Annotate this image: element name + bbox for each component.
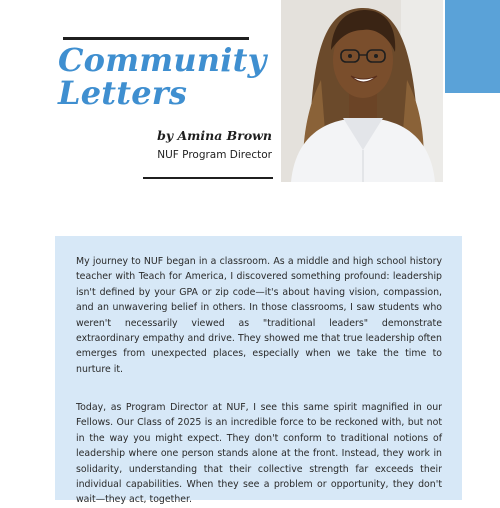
author-role: NUF Program Director	[157, 149, 272, 161]
author-portrait-photo	[281, 0, 443, 182]
byline-bottom-rule	[143, 177, 273, 179]
title-line-letters: Letters	[58, 74, 188, 112]
page-title	[58, 41, 267, 112]
title-top-rule	[63, 37, 249, 40]
accent-color-block	[445, 0, 500, 93]
letter-body-box	[55, 236, 462, 506]
title-line-community: Community	[58, 41, 267, 79]
letter-paragraph-2: Today, as Program Director at NUF, I see this same spirit magnified in our Fellows. Our Class of 2025 is an incredible force to be reckoned with, but not in the way you might expect. They don't conform to traditional notions of leadership where one person stands alone at the front. Instead, they work in solidarity, understanding that their collective strength far exceeds their individual capabilities. When they see a problem or opportunity, they don't wait—they act, together.	[76, 402, 442, 506]
letter-paragraph-1: My journey to NUF began in a classroom. As a middle and high school history teacher with Teach for America, I discovered something profound: leadership isn't defined by your GPA or zip code—it's about having vision, compassion, and an unwavering belief in others. In those classrooms, I saw students who weren't necessarily viewed as "traditional leaders" demonstrate extraordinary empathy and drive. They showed me that true leadership often emerges from unexpected places, especially when we take the time to nurture it.	[76, 256, 442, 375]
portrait-illustration	[281, 0, 443, 182]
author-byline: by Amina Brown	[157, 128, 272, 143]
